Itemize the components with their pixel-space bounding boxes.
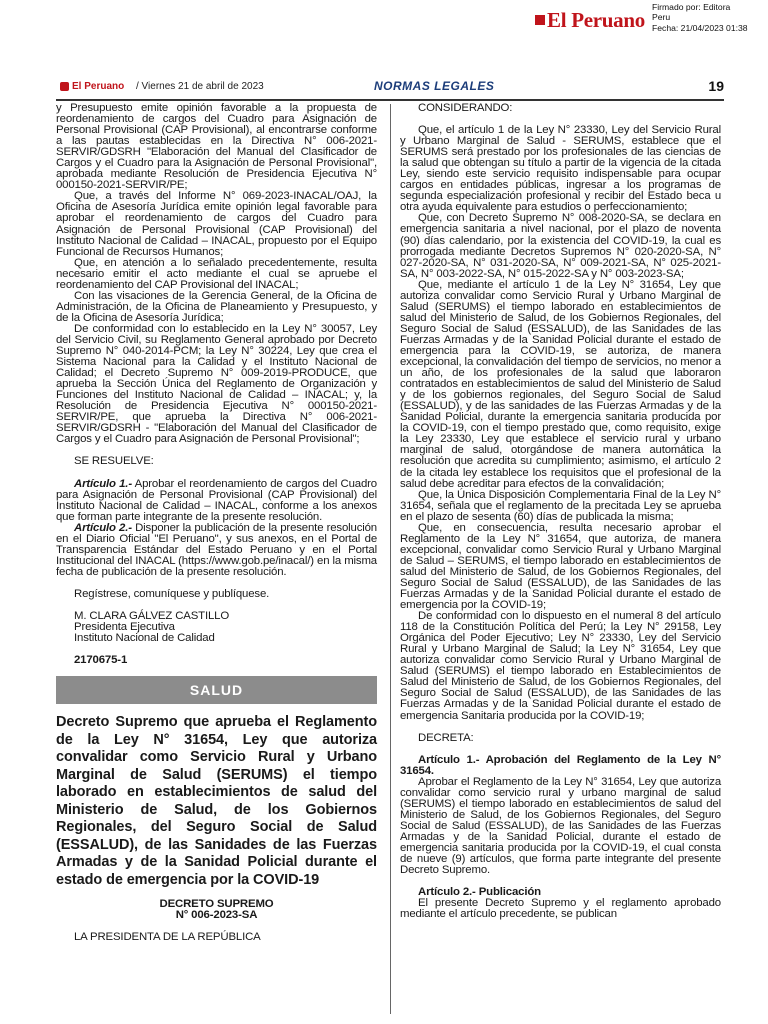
left-article-2-label: Artículo 2.- bbox=[74, 521, 132, 534]
right-paragraph-4: Que, la Única Disposición Complementaria Final de la Ley N° 31654, señala que el reglamento de la precitada Ley se aprueba en el plazo de sesenta (60) días de publicada la misma; bbox=[400, 488, 721, 523]
left-paragraph-2: Que, a través del Informe N° 069-2023-INACAL/OAJ, la Oficina de Asesoría Jurídica emite opinión legal favorable para aprobar el reordenamiento de cargos del Cuadro para Asignación de Personal Provisional (CAP Provisional) del Instituto Nacional de Calidad – INACAL, propuesto por el Equipo Funcional de Recursos Humanos; bbox=[56, 190, 377, 258]
signature-line-3: Fecha: 21/04/2023 01:38 bbox=[652, 22, 748, 33]
header-section: NORMAS LEGALES bbox=[374, 79, 495, 93]
header-rule bbox=[56, 99, 724, 101]
masthead-logo bbox=[535, 8, 645, 33]
left-article-2 bbox=[56, 523, 377, 578]
right-column bbox=[400, 103, 721, 920]
header-date: / Viernes 21 de abril de 2023 bbox=[136, 81, 264, 92]
peru-shield-icon bbox=[60, 82, 69, 91]
left-article-1 bbox=[56, 479, 377, 523]
decreta: DECRETA: bbox=[418, 731, 474, 744]
page-number: 19 bbox=[708, 78, 724, 94]
right-article-2-text: El presente Decreto Supremo y el reglamento aprobado mediante el artículo precedente, se publican bbox=[400, 897, 721, 921]
right-article-1-text: Aprobar el Reglamento de la Ley N° 31654, Ley que autoriza convalidar como servicio rural y urbano marginal de salud (SERUMS) el tiempo laborado en establecimientos de salud del Ministerio de Salud, de los Gobiernos Regionales, del Seguro Social de Salud (ESSALUD), de las Sanidades de las Fuerzas Armadas y de la Sanidad Policial, durante el estado de emergencia sanitaria producida por la COVID-19, el cual consta de nueve (9) artículos, que forma parte integrante del presente Decreto Supremo. bbox=[400, 775, 721, 877]
signature-line-2: Peru bbox=[652, 12, 671, 23]
left-paragraph-4: Con las visaciones de la Gerencia General, de la Oficina de Administración, de la Oficina de Planeamiento y Presupuesto, y de la Oficina de Asesoría Jurídica; bbox=[56, 289, 377, 324]
masthead-text: El Peruano bbox=[547, 8, 645, 32]
decree-number: N° 006-2023-SA bbox=[175, 909, 258, 922]
right-article-1-title: Artículo 1.- Aprobación del Reglamento de la Ley N° 31654. bbox=[400, 753, 721, 777]
column-divider bbox=[390, 104, 391, 1014]
logo-mark-icon bbox=[535, 15, 545, 25]
left-paragraph-5: De conformidad con lo establecido en la Ley N° 30057, Ley del Servicio Civil, su Reglamento General aprobado por Decreto Supremo N° 040-2014-PCM; la Ley N° 30224, Ley que crea el Sistema Nacional para la Calidad y el Instituto Nacional de Calidad; el Decreto Supremo N° 009-2019-PRODUCE, que aprueba la Sección Única del Reglamento de Organización y Funciones del Instituto Nacional de Calidad – INACAL; y, la Resolución de Presidencia Ejecutiva N° 000150-2021-SERVIR/PE, que aprueba la Directiva N° 006-2021-SERVIR/GDSRH - "Elaboración del Manual del Clasificador de Cargos y el Cuadro para Asignación de Personal Provisional"; bbox=[56, 322, 377, 446]
considerando: CONSIDERANDO: bbox=[418, 102, 513, 114]
registrese: Regístrese, comuníquese y publíquese. bbox=[74, 587, 270, 600]
right-article-2-title: Artículo 2.- Publicación bbox=[418, 886, 541, 899]
decree-label: DECRETO SUPREMO bbox=[159, 898, 274, 911]
signatory-name: M. CLARA GÁLVEZ CASTILLO bbox=[74, 609, 230, 622]
decree-title: Decreto Supremo que aprueba el Reglamento de la Ley N° 31654, Ley que autoriza convalidar como Servicio Rural y Urbano Marginal de Salud (SERUMS) el tiempo laborado en establecimientos de salud del Ministerio de Salud, de los Gobiernos Regionales, del Seguro Social de Salud (ESSALUD), de las Sanidades de las Fuerzas Armadas y de la Sanidad Policial durante el estado de emergencia por la COVID-19 bbox=[56, 714, 377, 888]
se-resuelve: SE RESUELVE: bbox=[74, 455, 154, 468]
right-paragraph-5: Que, en consecuencia, resulta necesario aprobar el Reglamento de la Ley N° 31654, que autoriza, de manera excepcional, convalidar como Servicio Rural y Urbano Marginal de Salud – SERUMS, el tiempo laborado en establecimientos de salud del Ministerio de Salud, de los Gobiernos Regionales, del Seguro Social de Salud (ESSALUD), de las Sanidades de las Fuerzas Armadas y de la Sanidad Policial durante el estado de emergencia por la COVID-19; bbox=[400, 521, 721, 612]
digital-signature bbox=[652, 2, 748, 33]
signatory-role: Presidenta Ejecutiva bbox=[74, 621, 175, 634]
header-brand: El Peruano bbox=[72, 81, 125, 92]
section-banner: SALUD bbox=[56, 676, 377, 704]
left-article-1-label: Artículo 1.- bbox=[74, 477, 132, 490]
page-header bbox=[56, 78, 724, 100]
signatory-org: Instituto Nacional de Calidad bbox=[74, 632, 215, 645]
left-column bbox=[56, 103, 377, 943]
left-article-1-text: Aprobar el reordenamiento de cargos del Cuadro para Asignación de Personal Provisional (CAP Provisional) del Instituto Nacional de Calidad – INACAL, conforme a los anexos que forman parte integrante de la presente resolución. bbox=[56, 477, 377, 523]
right-paragraph-1: Que, el artículo 1 de la Ley N° 23330, Ley del Servicio Rural y Urbano Marginal de Salud - SERUMS, establece que el SERUMS será prestado por los profesionales de las ciencias de la salud que obtengan su título a partir de la vigencia de la citada Ley, siendo este servicio requisito indispensable para ocupar cargos en entidades públicas, ingresar a los programas de segunda especialización profesional y recibir del Estado beca u otra ayuda equivalente para estudios o perfeccionamiento; bbox=[400, 124, 721, 214]
left-article-2-text: Disponer la publicación de la presente resolución en el Diario Oficial "El Peruano", y sus anexos, en el Portal de Transparencia Estándar del Estado Peruano y en el Portal Institucional del INACAL (https://www.gob.pe/inacal/) en la misma fecha de publicación de la presente resolución. bbox=[56, 521, 377, 578]
right-paragraph-2: Que, con Decreto Supremo N° 008-2020-SA, se declara en emergencia sanitaria a nivel nacional, por el plazo de noventa (90) días calendario, por la existencia del COVID-19, la cual es prorrogada mediante Decretos Supremos N° 020-2020-SA, N° 027-2020-SA, N° 031-2020-SA, N° 009-2021-SA, N° 025-2021-SA, N° 003-2022-SA, N° 015-2022-SA y N° 003-2023-SA; bbox=[400, 212, 721, 280]
left-paragraph-1: y Presupuesto emite opinión favorable a la propuesta de reordenamiento de cargos del Cuadro para Asignación de Personal Provisional (CAP Provisional), al encontrarse conforme a las pautas establecidas en la Directiva N° 006-2021-SERVIR/GDSRH "Elaboración del Manual del Clasificador de Cargos y el Cuadro para la Asignación de Personal Provisional", aprobada mediante Resolución de Presidencia Ejecutiva N° 000150-2021-SERVIR/PE; bbox=[56, 102, 377, 192]
signature-line-1: Firmado por: Editora bbox=[652, 2, 731, 12]
right-paragraph-3: Que, mediante el artículo 1 de la Ley N° 31654, Ley que autoriza convalidar como Servicio Rural y Urbano Marginal de Salud (SERUMS) el tiempo laborado en establecimientos de salud del Ministerio de Salud, de los Gobiernos Regionales, del Seguro Social de Salud (ESSALUD), de las Sanidades de las Fuerzas Armadas y de la Sanidad Policial durante el estado de emergencia para la COVID-19, se autoriza, de manera excepcional, la convalidación del tiempo de servicios, no menor a un año, de los profesionales de la salud que laboraron contratados en establecimientos de salud del Ministerio de Salud y de los gobiernos regionales, del Seguro Social de Salud (ESSALUD), y de las sanidades de las Fuerzas Armadas y de la Sanidad Policial, durante la emergencia sanitaria producida por la COVID-19, con el tiempo prestado que, como requisito, exige la Ley 23330, Ley que establece el servicio rural y urbano marginal de salud, otorgándose de manera automática la resolución que acredita su cumplimiento; asimismo, el artículo 2 de la citada ley establece los requisitos que el profesional de la salud debe acreditar para efectos de la convalidación; bbox=[400, 278, 721, 490]
left-paragraph-3: Que, en atención a lo señalado precedentemente, resulta necesario emitir el acto mediante el cual se apruebe el reordenamiento del CAP Provisional del INACAL; bbox=[56, 256, 377, 291]
publication-code: 2170675-1 bbox=[74, 654, 128, 667]
presidenta-heading: LA PRESIDENTA DE LA REPÚBLICA bbox=[74, 931, 261, 944]
right-paragraph-6: De conformidad con lo dispuesto en el numeral 8 del artículo 118 de la Constitución Política del Perú; la Ley N° 29158, Ley Orgánica del Poder Ejecutivo; Ley N° 23330, Ley del Servicio Rural y Urbano Marginal de Salud; la Ley N° 31654, Ley que autoriza convalidar como Servicio Rural y Urbano Marginal de Salud (SERUMS) el tiempo laborado en Establecimientos de Salud del Ministerio de Salud, de los Gobiernos Regionales, del Seguro Social de Salud (ESSALUD), de las Sanidades de las Fuerzas Armadas y de la Sanidad Policial durante el estado de emergencia Sanitaria producida por la COVID-19; bbox=[400, 610, 721, 722]
